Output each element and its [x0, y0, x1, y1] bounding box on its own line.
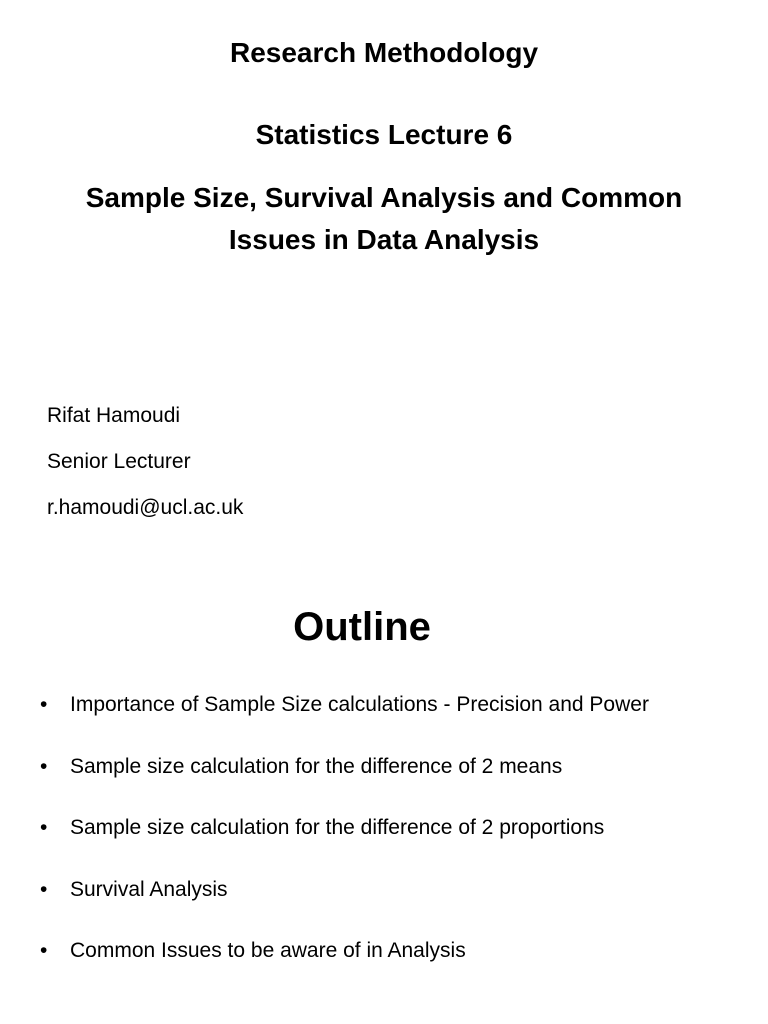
- bullet-icon: •: [40, 754, 48, 778]
- bullet-icon: •: [40, 939, 48, 962]
- lecture-title: Statistics Lecture 6: [255, 119, 513, 150]
- author-name: Rifat Hamoudi: [47, 404, 181, 427]
- outline-item-text: Survival Analysis: [70, 877, 228, 901]
- author-block: [47, 400, 243, 538]
- outline-item-text: Importance of Sample Size calculations - Precision and Power: [70, 693, 649, 716]
- bullet-icon: •: [40, 877, 48, 901]
- outline-heading: Outline: [293, 605, 431, 649]
- bullet-icon: •: [40, 816, 48, 839]
- author-role: Senior Lecturer: [47, 450, 191, 473]
- outline-item-text: Sample size calculation for the difference of 2 means: [70, 754, 563, 778]
- outline-slide: [0, 560, 768, 1024]
- course-title: Research Methodology: [229, 37, 539, 68]
- outline-item-text: Common Issues to be aware of in Analysis: [70, 939, 466, 962]
- bullet-icon: •: [40, 693, 48, 716]
- lecture-topic: Sample Size, Survival Analysis and Common Issues in Data Analysis: [85, 182, 683, 255]
- author-email: r.hamoudi@ucl.ac.uk: [47, 496, 244, 519]
- outline-item-text: Sample size calculation for the difference of 2 proportions: [70, 816, 605, 839]
